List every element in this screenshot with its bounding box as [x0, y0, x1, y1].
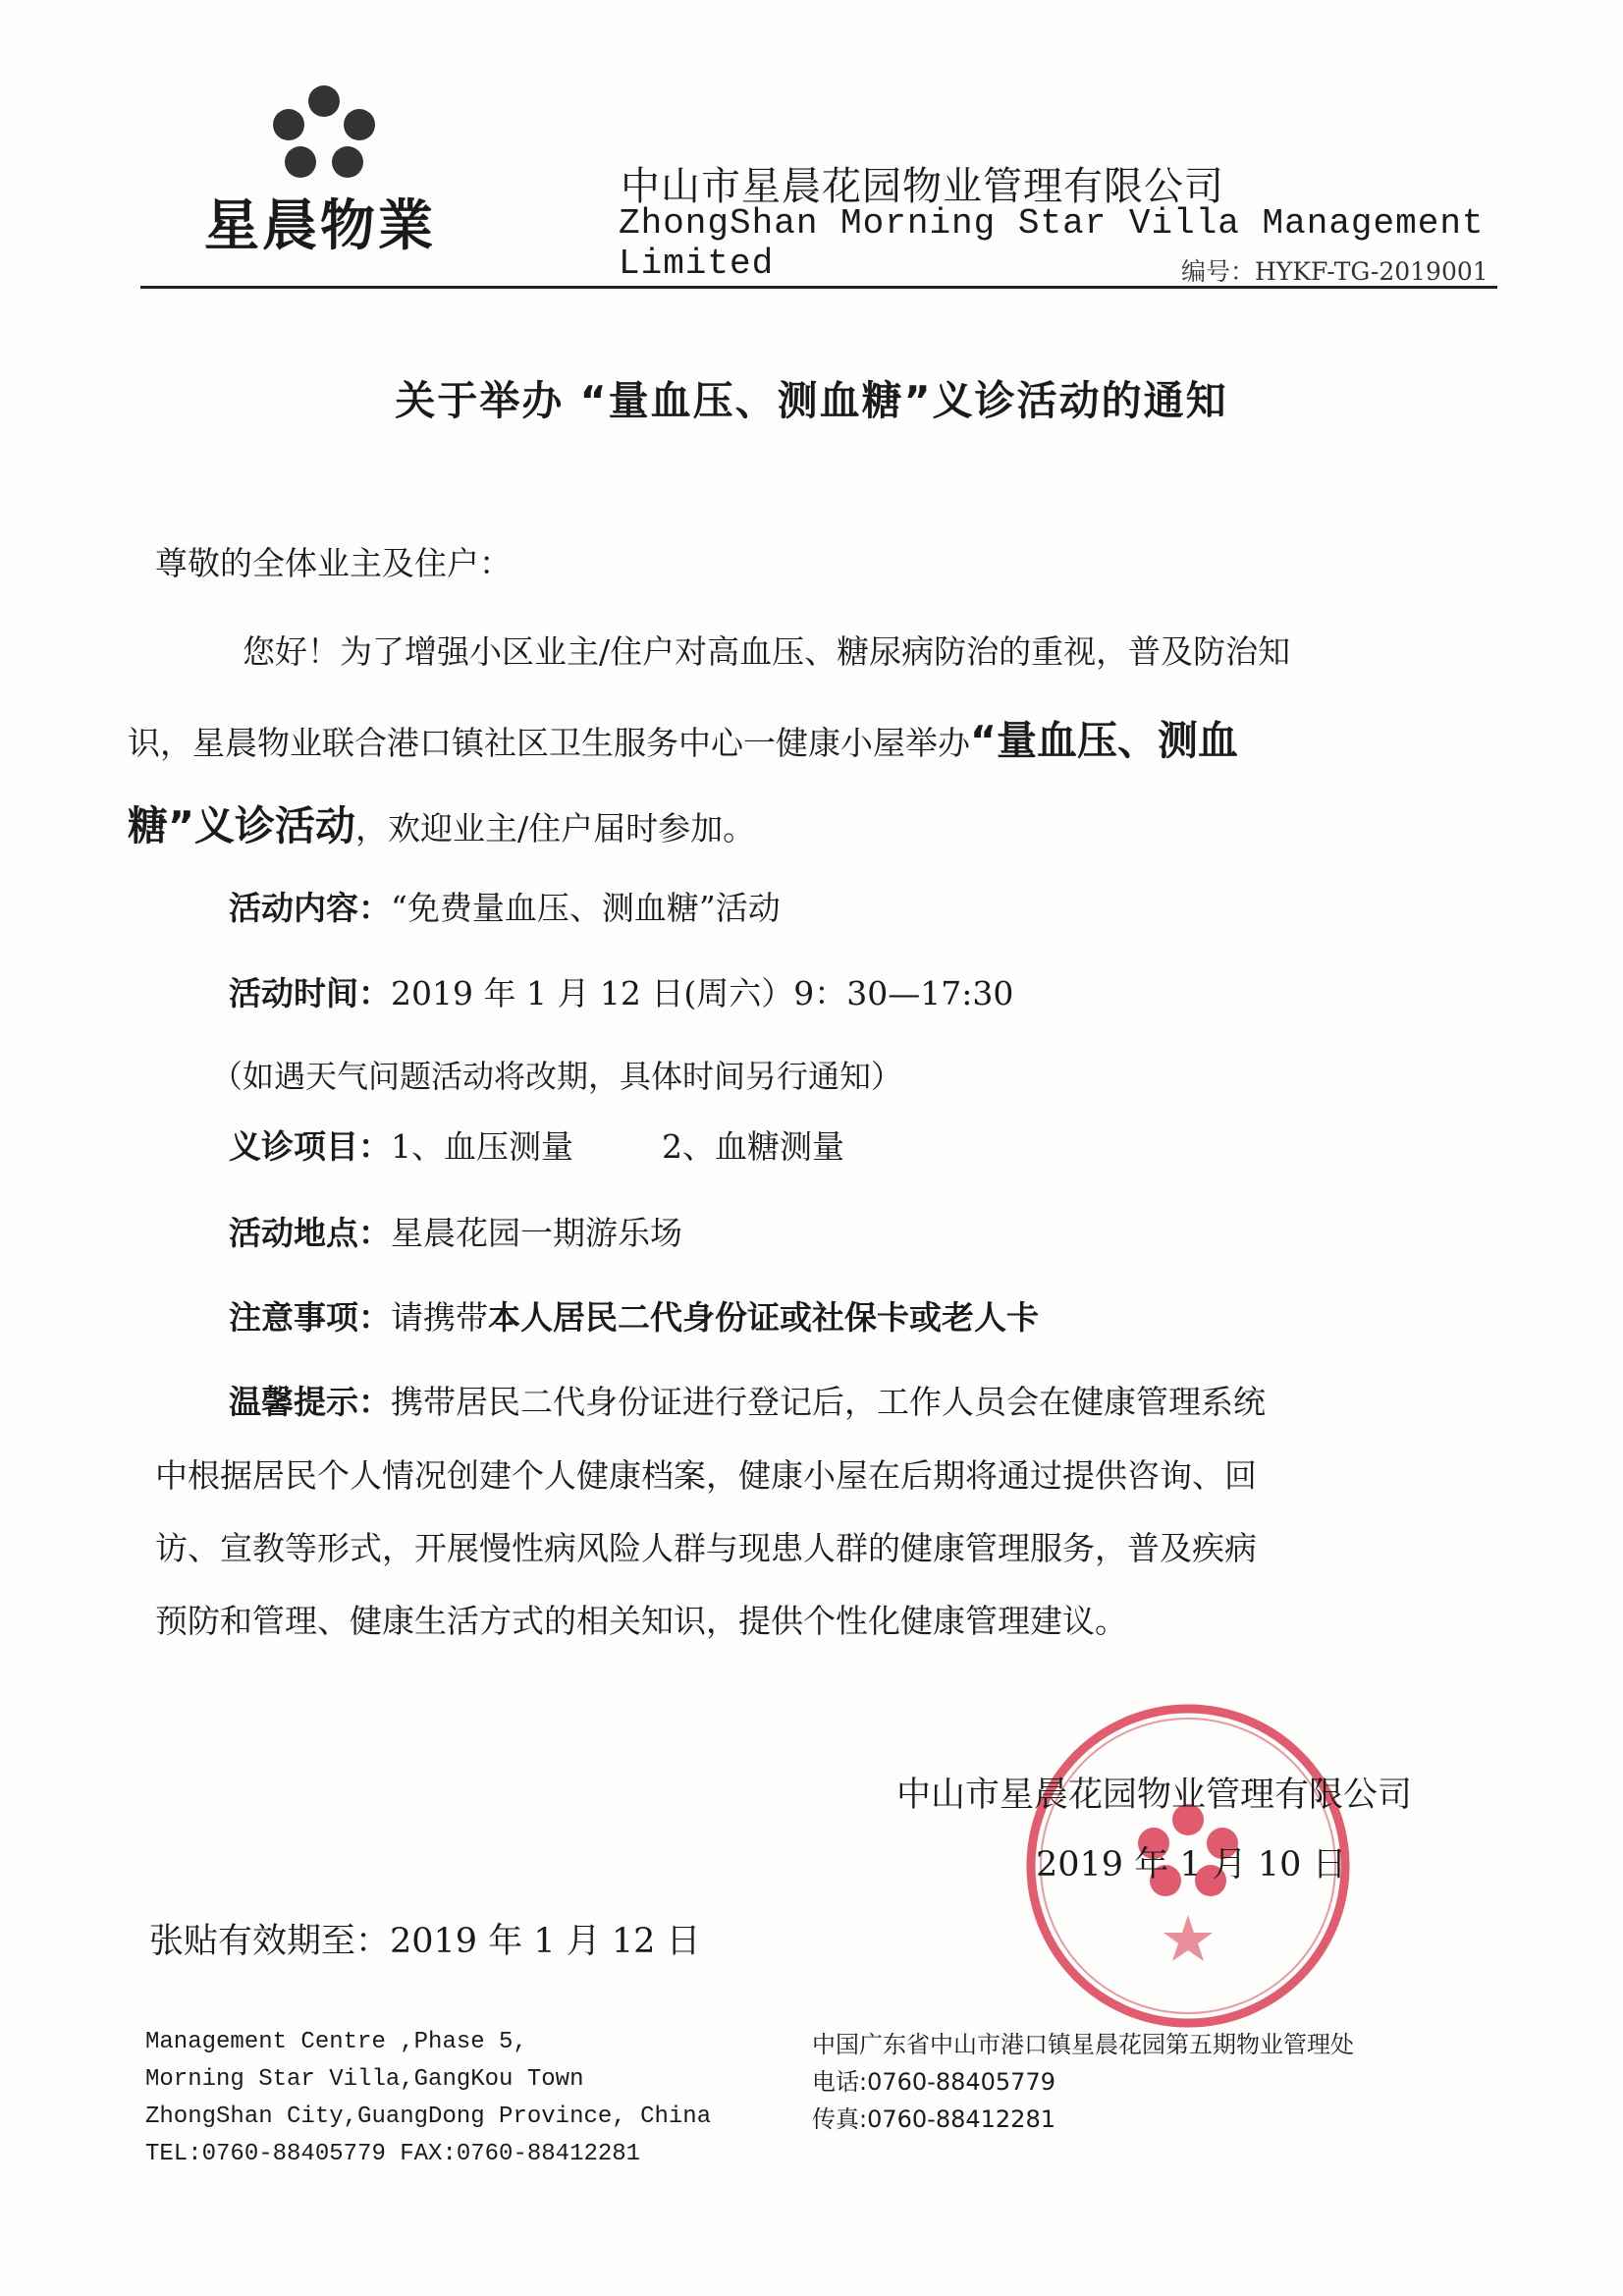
footer-address-cn: 中国广东省中山市港口镇星晨花园第五期物业管理处	[812, 2031, 1354, 2058]
tips-line-4: 预防和管理、健康生活方式的相关知识，提供个性化健康管理建议。	[155, 1602, 1127, 1640]
event-name-part-2: 糖”义诊活动	[128, 802, 355, 849]
tips-text-1: 携带居民二代身份证进行登记后，工作人员会在健康管理系统	[391, 1383, 1266, 1421]
footer-address-en-line: Morning Star Villa,GangKou Town	[145, 2066, 584, 2093]
notes-prefix: 请携带	[391, 1298, 488, 1337]
tips-label: 温馨提示：	[229, 1383, 391, 1421]
activity-content-label: 活动内容：	[229, 889, 391, 927]
tips-line-1	[229, 1383, 1266, 1422]
weather-note: （如遇天气问题活动将改期，具体时间另行通知）	[211, 1058, 903, 1095]
signature-date: 2019 年 1 月 10 日	[1036, 1845, 1347, 1885]
notes	[229, 1298, 1039, 1338]
venue-label: 活动地点：	[229, 1214, 391, 1252]
intro-line-3	[128, 802, 755, 850]
signature-company: 中山市星晨花园物业管理有限公司	[896, 1776, 1413, 1815]
venue-value: 星晨花园一期游乐场	[391, 1214, 682, 1252]
activity-time-value: 2019 年 1 月 12 日(周六）9：30—17:30	[391, 974, 1014, 1012]
intro-line-3-text: ，欢迎业主/住户届时参加。	[354, 809, 756, 847]
event-name-part-1: “量血压、测血	[970, 717, 1238, 764]
intro-line-1: 您好！为了增强小区业主/住户对高血压、糖尿病防治的重视，普及防治知	[243, 632, 1291, 671]
clinic-items	[229, 1127, 844, 1167]
activity-time	[229, 974, 1013, 1013]
company-name-en: ZhongShan Morning Star Villa Management Limited	[619, 203, 1485, 284]
notes-label: 注意事项：	[229, 1298, 391, 1337]
clinic-item-2: 2、血糖测量	[662, 1127, 844, 1166]
activity-time-label: 活动时间：	[229, 974, 391, 1012]
activity-content	[229, 889, 781, 928]
footer-address-en-line: ZhongShan City,GuangDong Province, China	[145, 2104, 712, 2130]
footer-tel-cn: 电话:0760-88405779	[812, 2068, 1055, 2096]
tips-line-2: 中根据居民个人情况创建个人健康档案，健康小屋在后期将通过提供咨询、回	[155, 1456, 1257, 1495]
footer-address-en-line: Management Centre ,Phase 5,	[145, 2029, 527, 2055]
document-number: 编号：HYKF-TG-2019001	[1181, 257, 1488, 286]
posting-validity: 张贴有效期至：2019 年 1 月 12 日	[149, 1922, 701, 1961]
activity-content-value: “免费量血压、测血糖”活动	[391, 889, 781, 927]
clinic-item-1: 1、血压测量	[391, 1127, 573, 1166]
activity-venue	[229, 1214, 682, 1253]
salutation: 尊敬的全体业主及住户：	[155, 544, 512, 582]
intro-line-2	[128, 717, 1238, 765]
company-name-cn: 中山市星晨花园物业管理有限公司	[621, 164, 1224, 209]
footer-fax-cn: 传真:0760-88412281	[812, 2105, 1055, 2133]
intro-line-2-text: 识，星晨物业联合港口镇社区卫生服务中心一健康小屋举办	[128, 724, 970, 762]
notes-value: 本人居民二代身份证或社保卡或老人卡	[488, 1298, 1039, 1337]
logo-flower-icon	[265, 83, 383, 182]
footer-contact-en: TEL:0760-88405779 FAX:0760-88412281	[145, 2141, 641, 2167]
notice-title: 关于举办 “量血压、测血糖”义诊活动的通知	[395, 377, 1228, 424]
clinic-items-label: 义诊项目：	[229, 1127, 391, 1166]
logo-text: 星晨物業	[204, 194, 436, 258]
tips-line-3: 访、宣教等形式，开展慢性病风险人群与现患人群的健康管理服务，普及疾病	[155, 1529, 1257, 1567]
header-divider	[140, 286, 1497, 289]
